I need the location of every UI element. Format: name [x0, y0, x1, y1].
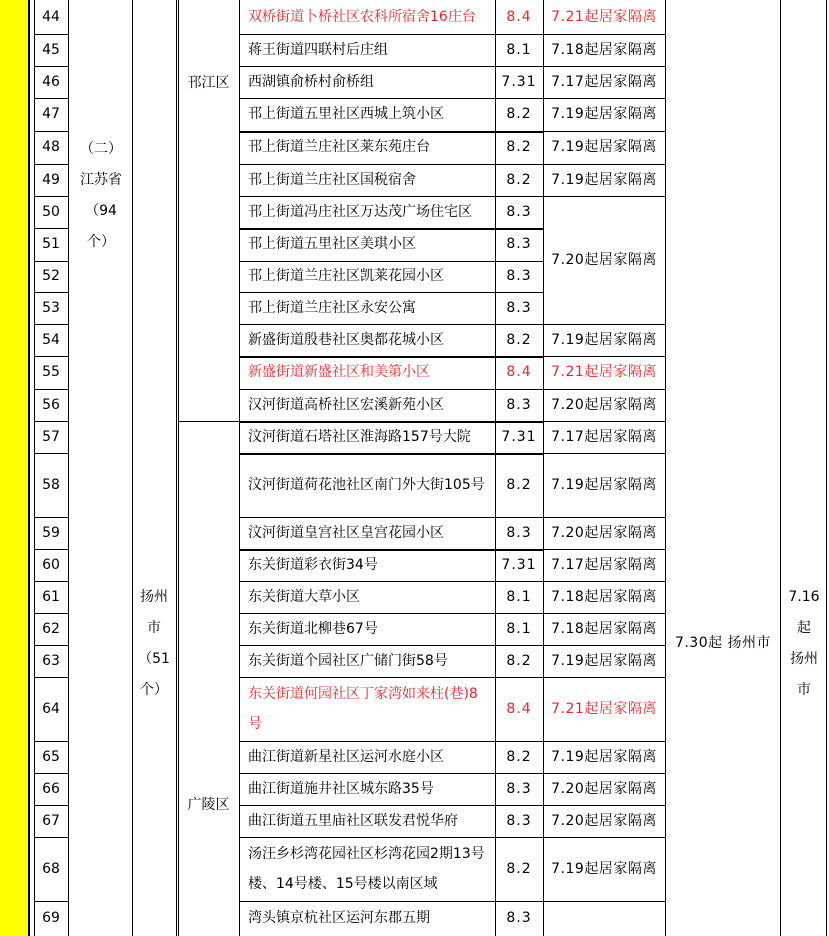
- row-address: 东关街道何园社区丁家湾如来柱(巷)8号: [248, 686, 478, 732]
- far-right-line-4: 市: [797, 682, 811, 698]
- row-address: 邗上街道兰庄社区凯莱花园小区: [248, 268, 444, 284]
- row-date: 8.2: [506, 652, 532, 669]
- row-address: 曲江街道五里庙社区联发君悦华府: [248, 812, 458, 829]
- row-status: 7.21起居家隔离: [551, 700, 657, 717]
- row-number: 50: [42, 203, 60, 220]
- row-date: 8.3: [506, 524, 532, 541]
- far-right-line-3: 扬州: [790, 651, 818, 667]
- row-number: 60: [42, 556, 60, 573]
- row-address: 汶河街道荷花池社区南门外大街105号: [248, 477, 485, 493]
- row-date: 8.3: [506, 299, 532, 316]
- city-line-1: 扬州: [140, 589, 168, 605]
- row-date: 8.3: [506, 203, 532, 220]
- row-address: 西湖镇俞桥村俞桥组: [248, 73, 374, 90]
- row-number: 57: [42, 428, 60, 445]
- row-number: 59: [42, 524, 60, 541]
- row-address: 邗上街道兰庄社区国税宿舍: [248, 171, 416, 188]
- city-line-4: 个）: [140, 682, 168, 698]
- row-date: 7.31: [501, 73, 537, 90]
- row-date: 8.2: [506, 331, 532, 348]
- row-date: 8.2: [506, 106, 532, 122]
- city-cell: [132, 582, 176, 706]
- row-address: 邗上街道冯庄社区万达茂广场住宅区: [248, 203, 472, 220]
- row-status: 7.21起居家隔离: [551, 364, 657, 380]
- row-address: 邗上街道五里社区美琪小区: [248, 236, 416, 252]
- row-status: 7.17起居家隔离: [551, 73, 657, 90]
- far-right-line-1: 7.16: [788, 589, 820, 605]
- row-date: 7.31: [501, 556, 537, 573]
- row-status: 7.21起居家隔离: [551, 8, 657, 25]
- row-status: 7.19起居家隔离: [551, 476, 657, 493]
- row-address: 蒋王街道四联村后庄组: [248, 41, 388, 58]
- row-number: 63: [42, 652, 60, 669]
- row-date: 8.3: [506, 910, 532, 926]
- row-status: 7.19起居家隔离: [551, 106, 657, 122]
- row-number: 55: [42, 364, 60, 380]
- row-date: 8.4: [506, 700, 532, 717]
- row-address: 东关街道个园社区广储门街58号: [248, 652, 448, 669]
- row-date: 8.3: [506, 812, 532, 829]
- row-date: 8.4: [506, 8, 532, 25]
- row-address: 邗上街道兰庄社区永安公寓: [248, 299, 416, 316]
- province-line-2: 江苏省: [80, 172, 122, 188]
- district-divider: [178, 421, 239, 422]
- row-number: 62: [42, 620, 60, 637]
- row-date: 7.31: [501, 428, 537, 445]
- row-date: 8.2: [506, 860, 532, 877]
- district-guangling: 广陵区: [187, 796, 230, 813]
- row-date: 8.3: [506, 780, 532, 797]
- row-date: 8.2: [506, 171, 532, 188]
- row-date: 8.2: [506, 476, 532, 493]
- city-line-3: （51: [138, 651, 170, 667]
- row-status: 7.20起居家隔离: [551, 524, 657, 541]
- far-right-cell: [781, 582, 827, 706]
- highlight-column: [0, 0, 30, 936]
- row-number: 51: [42, 236, 60, 252]
- province-line-1: （二）: [80, 141, 122, 157]
- merged-status-50-53: 7.20起居家隔离: [551, 251, 657, 268]
- row-status: 7.19起居家隔离: [551, 171, 657, 188]
- row-number: 52: [42, 268, 60, 284]
- row-number: 47: [42, 106, 60, 122]
- row-number: 44: [42, 8, 60, 25]
- row-date: 8.2: [506, 139, 532, 155]
- district-hanjiang: 邗江区: [187, 74, 230, 91]
- row-status: 7.17起居家隔离: [551, 556, 657, 573]
- row-address: 东关街道北柳巷67号: [248, 620, 378, 637]
- row-status: 7.19起居家隔离: [551, 748, 657, 765]
- row-number: 46: [42, 73, 60, 90]
- row-status: 7.18起居家隔离: [551, 588, 657, 605]
- row-number: 65: [42, 748, 60, 765]
- column-line: [176, 0, 177, 936]
- row-status: 7.18起居家隔离: [551, 41, 657, 58]
- row-address: 汉河街道高桥社区宏溪新苑小区: [248, 396, 444, 413]
- column-line: [826, 0, 827, 936]
- row-date: 8.2: [506, 748, 532, 765]
- row-status: 7.19起居家隔离: [551, 331, 657, 348]
- row-address: 汤汪乡杉湾花园社区杉湾花园2期13号楼、14号楼、15号楼以南区域: [248, 846, 485, 892]
- row-number: 69: [42, 910, 60, 926]
- row-address: 汶河街道石塔社区淮海路157号大院: [248, 428, 471, 445]
- column-line: [68, 0, 69, 936]
- province-line-3: （94: [85, 203, 117, 219]
- row-status: 7.20起居家隔离: [551, 396, 657, 413]
- row-date: 8.4: [506, 364, 532, 380]
- column-line: [665, 0, 666, 936]
- row-date: 8.3: [506, 268, 532, 284]
- row-number: 56: [42, 396, 60, 413]
- row-address: 曲江街道施井社区城东路35号: [248, 780, 434, 797]
- row-number: 58: [42, 476, 60, 493]
- row-address: 新盛街道新盛社区和美第小区: [248, 364, 430, 380]
- row-date: 8.1: [506, 41, 532, 58]
- row-address: 新盛街道殷巷社区奥都花城小区: [248, 331, 444, 348]
- row-line: [543, 901, 665, 902]
- row-date: 8.1: [506, 588, 532, 605]
- row-number: 45: [42, 41, 60, 58]
- row-address: 曲江街道新星社区运河水庭小区: [248, 748, 444, 765]
- row-number: 49: [42, 171, 60, 188]
- row-status: 7.19起居家隔离: [551, 652, 657, 669]
- row-number: 54: [42, 331, 60, 348]
- row-date: 8.3: [506, 396, 532, 413]
- row-status: 7.17起居家隔离: [551, 428, 657, 445]
- row-address: 汶河街道皇宫社区皇宫花园小区: [248, 524, 444, 541]
- row-number: 61: [42, 588, 60, 605]
- row-number: 64: [42, 700, 60, 717]
- row-status: 7.19起居家隔离: [551, 860, 657, 877]
- row-address: 邗上街道五里社区西城上筑小区: [248, 106, 444, 122]
- city-start-cell: 7.30起 扬州市: [674, 634, 772, 651]
- row-number: 53: [42, 299, 60, 316]
- row-date: 8.3: [506, 236, 532, 252]
- row-address: 东关街道大草小区: [248, 588, 360, 605]
- city-line-2: 市: [147, 620, 161, 636]
- column-line: [780, 0, 781, 936]
- row-number: 67: [42, 812, 60, 829]
- row-status: 7.20起居家隔离: [551, 812, 657, 829]
- row-address: 邗上街道兰庄社区莱东苑庄台: [248, 139, 430, 155]
- row-address: 双桥街道卜桥社区农科所宿舍16庄台: [248, 8, 476, 25]
- row-number: 66: [42, 780, 60, 797]
- row-number: 68: [42, 860, 60, 877]
- row-status: 7.18起居家隔离: [551, 620, 657, 637]
- row-status: 7.20起居家隔离: [551, 780, 657, 797]
- row-address: 湾头镇京杭社区运河东郡五期: [248, 910, 430, 926]
- province-cell: [70, 134, 132, 258]
- column-line: [132, 0, 133, 936]
- row-status: 7.19起居家隔离: [551, 139, 657, 155]
- row-date: 8.1: [506, 620, 532, 637]
- far-right-line-2: 起: [797, 620, 811, 636]
- row-number: 48: [42, 139, 60, 155]
- province-line-4: 个）: [87, 234, 115, 250]
- row-address: 东关街道彩衣街34号: [248, 556, 378, 573]
